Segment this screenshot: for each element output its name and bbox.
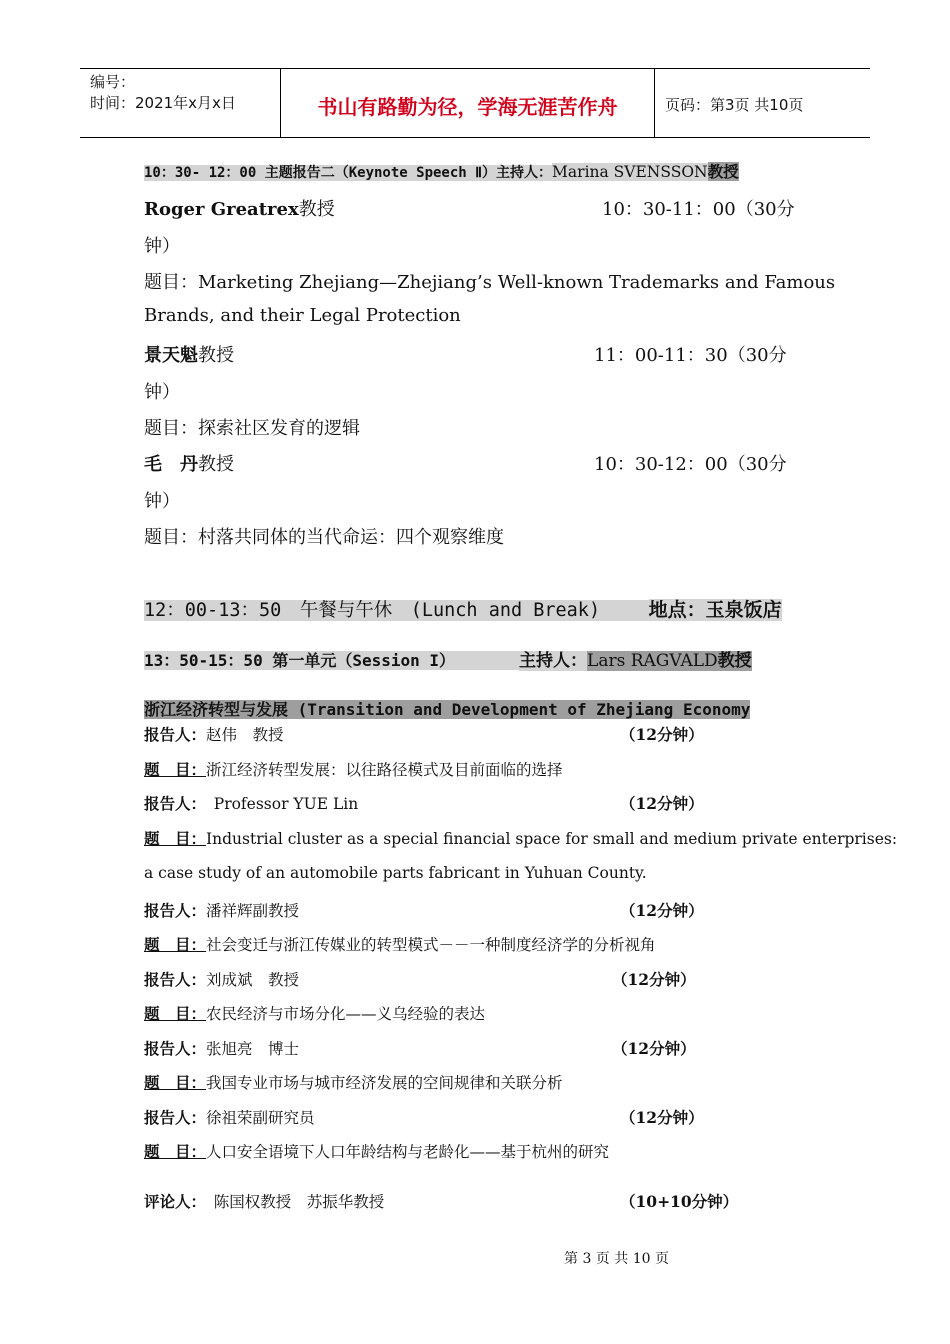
speaker-2-time: 11：00-11：30（30分 [594, 345, 787, 366]
speaker-1-title: 教授 [298, 199, 335, 220]
header-meta [90, 72, 236, 114]
speaker-2-name: 景天魁 [144, 345, 198, 366]
commentator-duration: （10+10分钟） [620, 1192, 739, 1211]
speaker-2 [144, 341, 234, 367]
lunch-text: 12：00-13：50 午餐与午休 (Lunch and Break) [144, 600, 649, 621]
report-4-reporter: 报告人：刘成斌 教授 [144, 970, 300, 989]
speaker-3-title: 教授 [198, 454, 234, 475]
report-1-reporter: 报告人：赵伟 教授 [144, 725, 284, 744]
speaker-1-topic: 题目：Marketing Zhejiang—Zhejiang’s Well-known Trademarks and Famous [144, 272, 836, 293]
report-1-duration: （12分钟） [620, 725, 704, 744]
report-4-duration: （12分钟） [612, 970, 696, 989]
report-3-reporter: 报告人：潘祥辉副教授 [144, 901, 300, 920]
keynote2-host-title: 教授 [707, 162, 739, 181]
speaker-3-time: 10：30-12：00（30分 [594, 454, 787, 475]
lunch-place: 地点：玉泉饭店 [648, 599, 782, 621]
page-header [80, 68, 870, 138]
session1-heading [144, 646, 752, 671]
speaker-3-name: 毛 丹 [144, 454, 198, 475]
keynote2-heading [144, 160, 739, 182]
keynote2-heading-time: 10：30- 12：00 主题报告二（Keynote Speech Ⅱ）主持人： [144, 165, 553, 181]
header-page-code: 页码：第3页 共10页 [665, 96, 804, 114]
report-2-duration: （12分钟） [620, 794, 704, 813]
report-6-topic: 题 目：人口安全语境下人口年龄结构与老龄化——基于杭州的研究 [144, 1142, 610, 1161]
session1-theme: 浙江经济转型与发展 (Transition and Development of Zhejiang Economy [144, 700, 751, 719]
speaker-1-time-cont: 钟） [144, 236, 180, 257]
speaker-1-name: Roger Greatrex [144, 199, 299, 220]
page-footer: 第 3 页 共 10 页 [564, 1251, 669, 1267]
speaker-3 [144, 450, 234, 476]
speaker-1-topic-cont: Brands, and their Legal Protection [144, 305, 461, 326]
report-2-topic-cont: a case study of an automobile parts fabricant in Yuhuan County. [144, 864, 647, 882]
speaker-2-title: 教授 [198, 345, 234, 366]
speaker-3-topic: 题目：村落共同体的当代命运：四个观察维度 [144, 527, 504, 548]
session1-host: Lars RAGVALD [587, 651, 718, 671]
header-number: 编号： [90, 73, 136, 91]
keynote2-host: Marina SVENSSON [552, 163, 708, 181]
speaker-2-time-cont: 钟） [144, 382, 180, 403]
report-2-reporter: 报告人： Professor YUE Lin [144, 794, 359, 813]
report-3-topic: 题 目：社会变迁与浙江传媒业的转型模式－－一种制度经济学的分析视角 [144, 935, 656, 954]
report-5-topic: 题 目：我国专业市场与城市经济发展的空间规律和关联分析 [144, 1073, 563, 1092]
lunch-line [144, 595, 782, 622]
speaker-2-topic: 题目：探索社区发育的逻辑 [144, 418, 360, 439]
session1-host-title: 教授 [717, 651, 752, 671]
speaker-1 [144, 195, 335, 221]
report-3-duration: （12分钟） [620, 901, 704, 920]
header-motto: 书山有路勤为径，学海无涯苦作舟 [317, 95, 618, 119]
speaker-1-time: 10：30-11：00（30分 [602, 199, 795, 220]
speaker-3-time-cont: 钟） [144, 491, 180, 512]
session1-theme-line [144, 697, 750, 720]
header-date: 时间：2021年x月x日 [90, 94, 236, 112]
report-6-reporter: 报告人：徐祖荣副研究员 [144, 1108, 315, 1127]
commentators: 评论人： 陈国权教授 苏振华教授 [144, 1192, 385, 1211]
report-6-duration: （12分钟） [620, 1108, 704, 1127]
session1-host-label: 主持人： [519, 651, 588, 671]
report-4-topic: 题 目：农民经济与市场分化——义乌经验的表达 [144, 1004, 486, 1023]
report-5-reporter: 报告人：张旭亮 博士 [144, 1039, 300, 1058]
report-2-topic: 题 目：Industrial cluster as a special financial space for small and medium private enterprises: [144, 829, 898, 848]
report-1-topic: 题 目：浙江经济转型发展：以往路径模式及目前面临的选择 [144, 760, 563, 779]
session1-title: 13：50-15：50 第一单元（Session I） [144, 651, 519, 670]
report-5-duration: （12分钟） [612, 1039, 696, 1058]
